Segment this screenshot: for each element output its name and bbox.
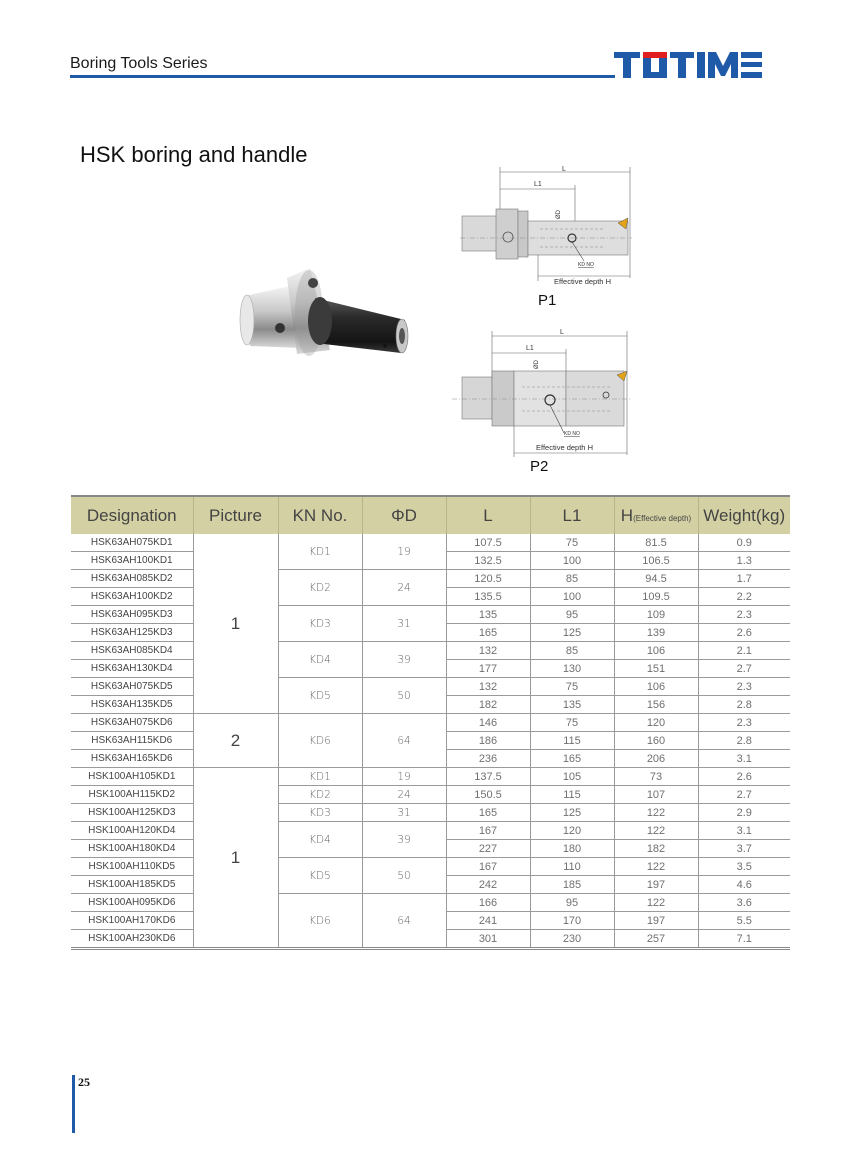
cell-phi-d: 19 <box>362 534 446 570</box>
cell-l1: 115 <box>530 786 614 804</box>
cell-h: 122 <box>614 822 698 840</box>
p1-dim-l: L <box>562 166 566 173</box>
cell-weight: 2.3 <box>698 714 790 732</box>
cell-designation: HSK100AH105KD1 <box>71 768 193 786</box>
cell-phi-d: 39 <box>362 642 446 678</box>
col-weight: Weight(kg) <box>698 496 790 534</box>
cell-designation: HSK63AH165KD6 <box>71 750 193 768</box>
table-row <box>71 804 790 822</box>
cell-l: 166 <box>446 894 530 912</box>
cell-l: 186 <box>446 732 530 750</box>
cell-h: 120 <box>614 714 698 732</box>
cell-l1: 165 <box>530 750 614 768</box>
cell-l1: 110 <box>530 858 614 876</box>
cell-h: 107 <box>614 786 698 804</box>
col-h <box>614 496 698 534</box>
table-row <box>71 642 790 660</box>
cell-weight: 2.9 <box>698 804 790 822</box>
cell-weight: 7.1 <box>698 930 790 949</box>
cell-kn-no: KD2 <box>278 786 362 804</box>
p2-kd-no: KD NO <box>564 431 580 437</box>
page-number: 25 <box>78 1075 90 1089</box>
cell-l1: 130 <box>530 660 614 678</box>
cell-l: 165 <box>446 624 530 642</box>
cell-l1: 85 <box>530 642 614 660</box>
cell-weight: 1.3 <box>698 552 790 570</box>
col-h-sub: (Effective depth) <box>633 513 692 523</box>
cell-h: 106 <box>614 642 698 660</box>
spec-table <box>71 495 790 950</box>
cell-designation: HSK100AH110KD5 <box>71 858 193 876</box>
table-row <box>71 768 790 786</box>
cell-h: 160 <box>614 732 698 750</box>
col-h-label: H <box>620 505 634 525</box>
cell-l: 132 <box>446 678 530 696</box>
cell-l1: 230 <box>530 930 614 949</box>
cell-weight: 4.6 <box>698 876 790 894</box>
drawing-p1-label: P1 <box>538 292 557 309</box>
cell-designation: HSK100AH180KD4 <box>71 840 193 858</box>
cell-weight: 2.1 <box>698 642 790 660</box>
table-row <box>71 534 790 552</box>
p2-dim-d: ØD <box>534 360 540 369</box>
p1-dim-l1: L1 <box>534 181 542 188</box>
p1-dim-d: ØD <box>556 210 562 219</box>
cell-l: 167 <box>446 858 530 876</box>
cell-kn-no: KD2 <box>278 570 362 606</box>
cell-l1: 125 <box>530 804 614 822</box>
cell-l1: 135 <box>530 696 614 714</box>
cell-weight: 0.9 <box>698 534 790 552</box>
cell-h: 73 <box>614 768 698 786</box>
cell-l: 242 <box>446 876 530 894</box>
cell-h: 122 <box>614 894 698 912</box>
cell-h: 156 <box>614 696 698 714</box>
cell-l: 135.5 <box>446 588 530 606</box>
table-header-row <box>71 496 790 534</box>
cell-kn-no: KD6 <box>278 714 362 768</box>
cell-l1: 95 <box>530 894 614 912</box>
cell-designation: HSK100AH185KD5 <box>71 876 193 894</box>
cell-weight: 2.2 <box>698 588 790 606</box>
cell-weight: 2.8 <box>698 732 790 750</box>
cell-weight: 5.5 <box>698 912 790 930</box>
cell-weight: 2.3 <box>698 678 790 696</box>
cell-h: 122 <box>614 858 698 876</box>
table-row <box>71 678 790 696</box>
totime-logo <box>612 48 764 80</box>
cell-designation: HSK63AH075KD1 <box>71 534 193 552</box>
spec-table-body <box>71 534 790 949</box>
cell-h: 151 <box>614 660 698 678</box>
cell-h: 257 <box>614 930 698 949</box>
cell-l1: 75 <box>530 714 614 732</box>
cell-l1: 115 <box>530 732 614 750</box>
cell-weight: 3.1 <box>698 822 790 840</box>
cell-phi-d: 24 <box>362 786 446 804</box>
cell-weight: 2.6 <box>698 624 790 642</box>
cell-l1: 100 <box>530 588 614 606</box>
cell-l1: 85 <box>530 570 614 588</box>
cell-weight: 2.3 <box>698 606 790 624</box>
cell-weight: 2.7 <box>698 660 790 678</box>
cell-l: 107.5 <box>446 534 530 552</box>
cell-designation: HSK63AH100KD2 <box>71 588 193 606</box>
cell-kn-no: KD5 <box>278 678 362 714</box>
cell-l1: 100 <box>530 552 614 570</box>
col-phi-d: ΦD <box>362 496 446 534</box>
cell-weight: 3.7 <box>698 840 790 858</box>
p1-effective-depth: Effective depth H <box>554 277 611 286</box>
cell-weight: 1.7 <box>698 570 790 588</box>
cell-l: 135 <box>446 606 530 624</box>
cell-weight: 2.6 <box>698 768 790 786</box>
table-row <box>71 606 790 624</box>
cell-l1: 185 <box>530 876 614 894</box>
table-row <box>71 894 790 912</box>
cell-designation: HSK63AH075KD5 <box>71 678 193 696</box>
cell-l: 177 <box>446 660 530 678</box>
header-rule <box>70 75 615 78</box>
cell-kn-no: KD1 <box>278 768 362 786</box>
cell-designation: HSK100AH095KD6 <box>71 894 193 912</box>
cell-h: 109 <box>614 606 698 624</box>
cell-phi-d: 50 <box>362 858 446 894</box>
cell-designation: HSK63AH085KD2 <box>71 570 193 588</box>
col-kn-no: KN No. <box>278 496 362 534</box>
cell-h: 139 <box>614 624 698 642</box>
cell-h: 106.5 <box>614 552 698 570</box>
cell-designation: HSK63AH115KD6 <box>71 732 193 750</box>
cell-h: 182 <box>614 840 698 858</box>
cell-l1: 180 <box>530 840 614 858</box>
cell-phi-d: 31 <box>362 804 446 822</box>
cell-picture: 1 <box>193 534 278 714</box>
table-row <box>71 858 790 876</box>
col-designation: Designation <box>71 496 193 534</box>
section-title: Boring Tools Series <box>70 55 208 72</box>
col-l1: L1 <box>530 496 614 534</box>
cell-designation: HSK63AH085KD4 <box>71 642 193 660</box>
cell-phi-d: 64 <box>362 714 446 768</box>
cell-phi-d: 39 <box>362 822 446 858</box>
page-title: HSK boring and handle <box>80 142 308 167</box>
table-row <box>71 786 790 804</box>
cell-kn-no: KD3 <box>278 804 362 822</box>
cell-picture: 1 <box>193 768 278 949</box>
cell-l: 137.5 <box>446 768 530 786</box>
product-photo <box>235 258 415 378</box>
cell-designation: HSK63AH130KD4 <box>71 660 193 678</box>
cell-l: 241 <box>446 912 530 930</box>
p1-kd-no: KD NO <box>578 262 594 268</box>
cell-weight: 2.8 <box>698 696 790 714</box>
cell-designation: HSK100AH230KD6 <box>71 930 193 949</box>
cell-designation: HSK100AH115KD2 <box>71 786 193 804</box>
cell-h: 94.5 <box>614 570 698 588</box>
cell-picture: 2 <box>193 714 278 768</box>
table-row <box>71 822 790 840</box>
cell-l: 227 <box>446 840 530 858</box>
cell-l1: 170 <box>530 912 614 930</box>
p2-dim-l: L <box>560 329 564 336</box>
cell-kn-no: KD1 <box>278 534 362 570</box>
cell-phi-d: 50 <box>362 678 446 714</box>
cell-h: 106 <box>614 678 698 696</box>
cell-designation: HSK63AH075KD6 <box>71 714 193 732</box>
cell-l: 146 <box>446 714 530 732</box>
cell-h: 109.5 <box>614 588 698 606</box>
cell-weight: 3.5 <box>698 858 790 876</box>
cell-h: 197 <box>614 912 698 930</box>
cell-designation: HSK63AH095KD3 <box>71 606 193 624</box>
cell-l: 165 <box>446 804 530 822</box>
cell-l1: 125 <box>530 624 614 642</box>
cell-l: 182 <box>446 696 530 714</box>
cell-h: 122 <box>614 804 698 822</box>
p2-dim-l1: L1 <box>526 345 534 352</box>
cell-weight: 3.1 <box>698 750 790 768</box>
cell-designation: HSK63AH125KD3 <box>71 624 193 642</box>
cell-h: 197 <box>614 876 698 894</box>
cell-phi-d: 31 <box>362 606 446 642</box>
drawing-p1 <box>460 163 635 288</box>
cell-kn-no: KD6 <box>278 894 362 949</box>
cell-kn-no: KD3 <box>278 606 362 642</box>
table-row <box>71 714 790 732</box>
page-number-bar <box>72 1075 75 1133</box>
cell-l1: 95 <box>530 606 614 624</box>
cell-phi-d: 19 <box>362 768 446 786</box>
cell-kn-no: KD4 <box>278 642 362 678</box>
cell-l: 132.5 <box>446 552 530 570</box>
cell-kn-no: KD5 <box>278 858 362 894</box>
cell-l1: 105 <box>530 768 614 786</box>
table-row <box>71 570 790 588</box>
cell-designation: HSK63AH100KD1 <box>71 552 193 570</box>
cell-l: 132 <box>446 642 530 660</box>
cell-kn-no: KD4 <box>278 822 362 858</box>
cell-l: 120.5 <box>446 570 530 588</box>
cell-designation: HSK100AH125KD3 <box>71 804 193 822</box>
cell-l1: 75 <box>530 534 614 552</box>
cell-l: 236 <box>446 750 530 768</box>
cell-l1: 75 <box>530 678 614 696</box>
cell-h: 206 <box>614 750 698 768</box>
cell-l: 150.5 <box>446 786 530 804</box>
p2-effective-depth: Effective depth H <box>536 443 593 452</box>
cell-designation: HSK100AH120KD4 <box>71 822 193 840</box>
cell-h: 81.5 <box>614 534 698 552</box>
col-l: L <box>446 496 530 534</box>
drawing-p2 <box>452 327 632 457</box>
cell-weight: 2.7 <box>698 786 790 804</box>
cell-l: 167 <box>446 822 530 840</box>
cell-weight: 3.6 <box>698 894 790 912</box>
cell-designation: HSK63AH135KD5 <box>71 696 193 714</box>
cell-phi-d: 64 <box>362 894 446 949</box>
cell-l1: 120 <box>530 822 614 840</box>
drawing-p2-label: P2 <box>530 458 549 475</box>
cell-phi-d: 24 <box>362 570 446 606</box>
cell-l: 301 <box>446 930 530 949</box>
cell-designation: HSK100AH170KD6 <box>71 912 193 930</box>
col-picture: Picture <box>193 496 278 534</box>
